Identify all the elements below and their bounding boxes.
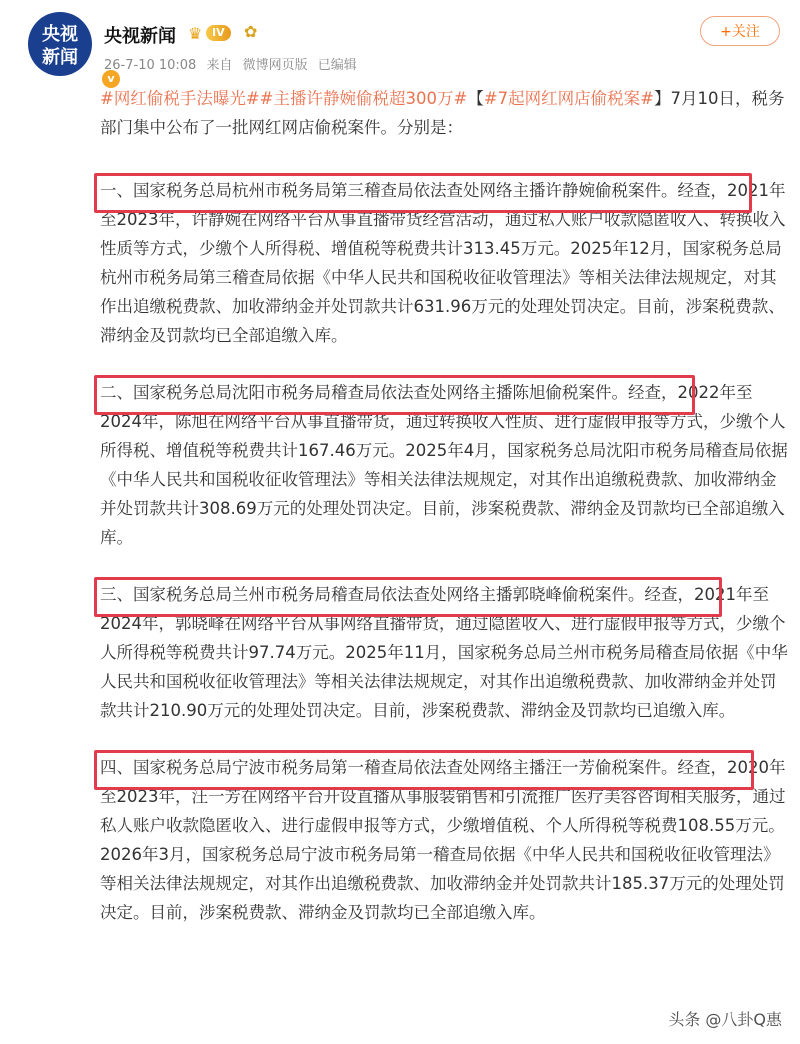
case-title-2: 二、国家税务总局沈阳市税务局稽查局依法查处网络主播陈旭偷税案件。: [100, 383, 628, 402]
post-intro: [100, 84, 790, 142]
edited-label: 已编辑: [317, 58, 357, 73]
case-paragraph-3: [100, 580, 790, 725]
case-body-1: 经查，2021年至2023年，许静婉在网络平台从事直播带货经营活动，通过私人账户收款隐匿收入、转换收入性质等方式，少缴个人所得税、增值税等税费共计313.45万元。2025年12月，国家税务总局杭州市税务局第三稽查局依据《中华人民共和国税收征收管理法》等相关法律法规规定，对其作出追缴税费款、加收滞纳金并处罚款共计631.96万元的处理处罚决定。目前，涉案税费款、滞纳金及罚款均已全部追缴入库。: [100, 181, 786, 345]
case-title-3: 三、国家税务总局兰州市税务局稽查局依法查处网络主播郭晓峰偷税案件。: [100, 585, 645, 604]
account-name[interactable]: 央视新闻: [104, 26, 176, 47]
watermark: 头条 @八卦Q惠: [668, 1010, 782, 1029]
crown-icon: ♛: [188, 24, 203, 43]
case-body-2: 经查，2022年至2024年，陈旭在网络平台从事直播带货，通过转换收入性质、进行虚假申报等方式，少缴个人所得税、增值税等税费共计167.46万元。2025年4月，国家税务总局沈阳市税务局稽查局依据《中华人民共和国税收征收管理法》等相关法律法规规定，对其作出追缴税费款、加收滞纳金并处罚款共计308.69万元的处理处罚决定。目前，涉案税费款、滞纳金及罚款均已全部追缴入库。: [100, 383, 788, 547]
case-paragraph-4: [100, 753, 790, 927]
bracket-open: 【: [467, 89, 484, 108]
verified-badge-icon: v: [100, 68, 122, 90]
post-header: [0, 0, 800, 85]
post-timestamp[interactable]: 26-7-10 10:08: [104, 58, 197, 73]
post-source[interactable]: 微博网页版: [242, 58, 308, 73]
sunflower-icon: ✿: [244, 22, 258, 41]
post-meta: [104, 54, 363, 73]
source-prefix: 来自: [206, 58, 233, 73]
topic-tag-3[interactable]: #7起网红网店偷税案#: [483, 89, 654, 108]
topic-tag-1[interactable]: #网红偷税手法曝光#: [100, 89, 260, 108]
avatar-text-line2: 新闻: [42, 47, 78, 68]
level-badge: IV: [206, 25, 231, 41]
follow-button[interactable]: +关注: [700, 16, 780, 46]
topic-tag-2[interactable]: #主播许静婉偷税超300万#: [259, 89, 468, 108]
case-paragraph-1: [100, 176, 790, 350]
post-body: [100, 84, 790, 927]
case-paragraph-2: [100, 378, 790, 552]
case-title-4: 四、国家税务总局宁波市税务局第一稽查局依法查处网络主播汪一芳偷税案件。: [100, 758, 678, 777]
avatar-text-line1: 央视: [42, 24, 78, 45]
case-body-3: 经查，2021年至2024年，郭晓峰在网络平台从事网络直播带货，通过隐匿收入、进行虚假申报等方式，少缴个人所得税等税费共计97.74万元。2025年11月，国家税务总局兰州市税务局稽查局依据《中华人民共和国税收征收管理法》等相关法律法规规定，对其作出追缴税费款、加收滞纳金并处罚款共计210.90万元的处理处罚决定。目前，涉案税费款、滞纳金及罚款均已追缴入库。: [100, 585, 788, 720]
avatar[interactable]: [28, 12, 115, 85]
intro-text: 7月10日，税务部门集中公布了一批网红网店偷税案件。分别是：: [100, 89, 785, 137]
bracket-close: 】: [653, 89, 671, 108]
case-body-4: 经查，2020年至2023年，汪一芳在网络平台开设直播从事服装销售和引流推广医疗美容咨询相关服务，通过私人账户收款隐匿收入、进行虚假申报等方式，少缴增值税、个人所得税等税费108.55万元。2026年3月，国家税务总局宁波市税务局第一稽查局依据《中华人民共和国税收征收管理法》等相关法律法规规定，对其作出追缴税费款、加收滞纳金并处罚款共计185.37万元的处理处罚决定。目前，涉案税费款、滞纳金及罚款均已全部追缴入库。: [100, 758, 786, 922]
case-title-1: 一、国家税务总局杭州市税务局第三稽查局依法查处网络主播许静婉偷税案件。: [100, 181, 678, 200]
